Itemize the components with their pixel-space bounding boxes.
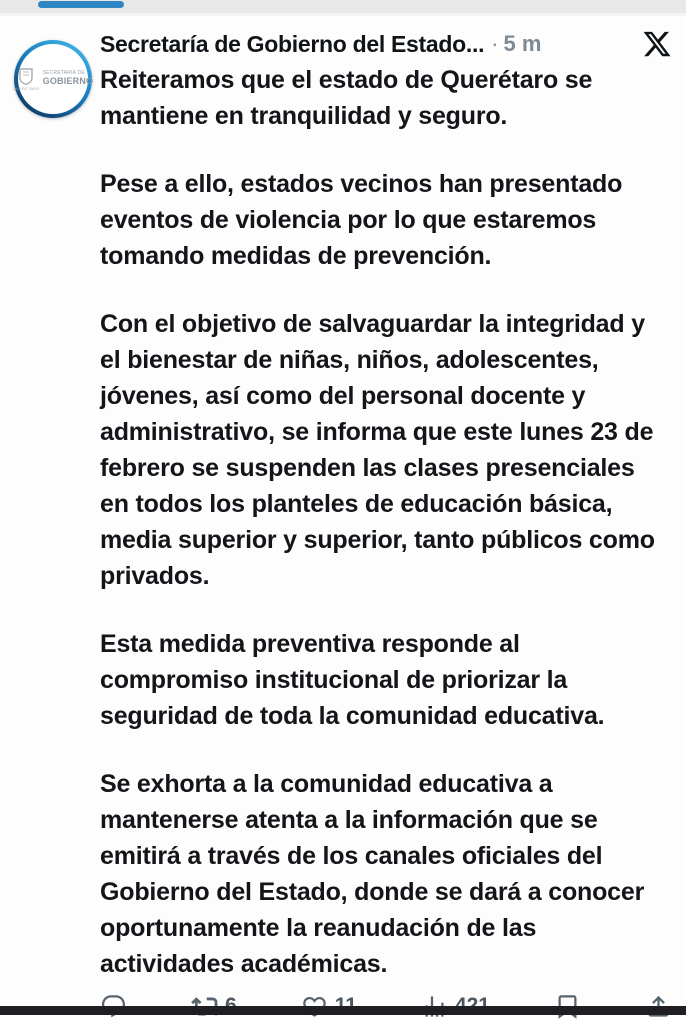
tweet-text-paragraph: Pese a ello, estados vecinos han presentado eventos de violencia por lo que estaremos tomando medidas de prevención. bbox=[100, 170, 623, 270]
tweet-text-paragraph: Se exhorta a la comunidad educativa a mantenerse atenta a la información que se emitirá a través de los canales oficiales del Gobierno del Estado, donde se dará a conocer oportunamente la reanudación de las actividades académicas. bbox=[100, 770, 645, 978]
bottom-edge-bar bbox=[0, 1006, 686, 1015]
tweet-text-paragraph: Con el objetivo de salvaguardar la integridad y el bienestar de niñas, niños, adolescentes, jóvenes, así como del personal docente y administrativo, se informa que este lunes 23 de febrero se suspenden las clases presenciales en todos los planteles de educación básica, media superior y superior, tanto públicos como privados. bbox=[100, 310, 655, 590]
dot-separator: · bbox=[491, 31, 499, 56]
tweet-header bbox=[100, 28, 672, 60]
top-status-strip bbox=[0, 0, 686, 16]
tweet-card bbox=[0, 16, 686, 1015]
author-name[interactable]: Secretaría de Gobierno del Estado... bbox=[100, 30, 485, 57]
crest-icon bbox=[19, 68, 33, 85]
avatar-logo bbox=[12, 44, 94, 114]
tweet-text bbox=[100, 62, 660, 982]
avatar[interactable] bbox=[14, 40, 92, 118]
avatar-text-line1: SECRETARÍA DE bbox=[42, 70, 85, 77]
avatar-micro-text: QUERÉTARO bbox=[12, 85, 40, 91]
tweet-text-paragraph: Esta medida preventiva responde al compromiso institucional de priorizar la seguridad de toda la comunidad educativa. bbox=[100, 630, 605, 730]
timestamp: 5 m bbox=[503, 31, 542, 56]
avatar-text-line2: GOBIERNO bbox=[42, 75, 94, 86]
x-logo-icon[interactable] bbox=[642, 29, 672, 59]
progress-bar bbox=[38, 1, 124, 8]
tweet-text-paragraph: Reiteramos que el estado de Querétaro se mantiene en tranquilidad y seguro. bbox=[100, 66, 593, 130]
